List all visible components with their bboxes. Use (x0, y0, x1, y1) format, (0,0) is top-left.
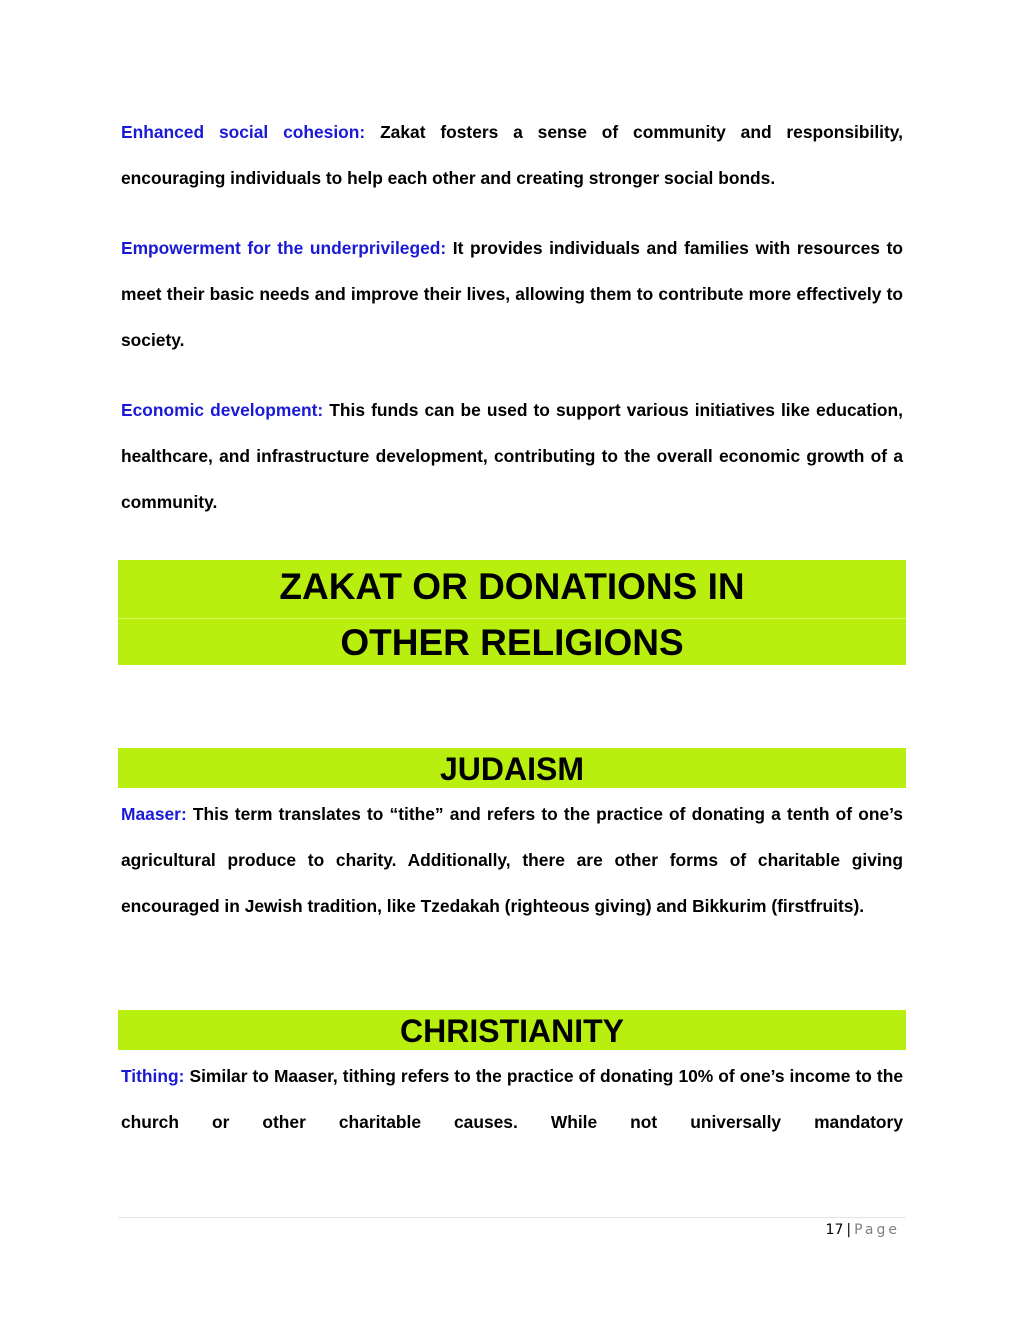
paragraph-christianity (121, 1053, 903, 1145)
main-heading-divider (118, 618, 906, 619)
text-tithing: Similar to Maaser, tithing refers to the practice of donating 10% of one’s income to the church or other charitable causes. While not universally mandatory (121, 1066, 903, 1132)
footer-divider (118, 1217, 906, 1218)
term-tithing: Tithing: (121, 1066, 185, 1086)
term-social-cohesion: Enhanced social cohesion: (121, 122, 366, 142)
paragraph-social-cohesion (121, 109, 903, 201)
text-maaser: This term translates to “tithe” and refers to the practice of donating a tenth of one’s agricultural produce to charity. Additionally, there are other forms of charitable giving encouraged in Jewish tradition, like Tzedakah (righteous giving) and Bikkurim (firstfruits). (121, 804, 903, 916)
term-economic-development: Economic development: (121, 400, 324, 420)
main-heading (118, 560, 906, 665)
section-heading-judaism: JUDAISM (118, 748, 906, 788)
page-label: Page (854, 1222, 900, 1238)
paragraph-judaism (121, 791, 903, 929)
footer-separator: | (846, 1222, 852, 1238)
text-economic-development: This funds can be used to support various initiatives like education, healthcare, and infrastructure development, contributing to the overall economic growth of a community. (121, 400, 903, 512)
text-social-cohesion: Zakat fosters a sense of community and responsibility, encouraging individuals to help each other and creating stronger social bonds. (121, 122, 904, 188)
text-empowerment: It provides individuals and families with resources to meet their basic needs and improve their lives, allowing them to contribute more effectively to society. (121, 238, 903, 350)
paragraph-economic-development (121, 387, 903, 525)
main-heading-line1: ZAKAT OR DONATIONS IN (279, 566, 745, 607)
main-heading-line2: OTHER RELIGIONS (340, 622, 684, 663)
paragraph-empowerment (121, 225, 903, 363)
section-heading-christianity: CHRISTIANITY (118, 1010, 906, 1050)
page-number: 17 (825, 1222, 844, 1238)
term-maaser: Maaser: (121, 804, 187, 824)
term-empowerment: Empowerment for the underprivileged: (121, 238, 447, 258)
page-footer (826, 1222, 900, 1238)
